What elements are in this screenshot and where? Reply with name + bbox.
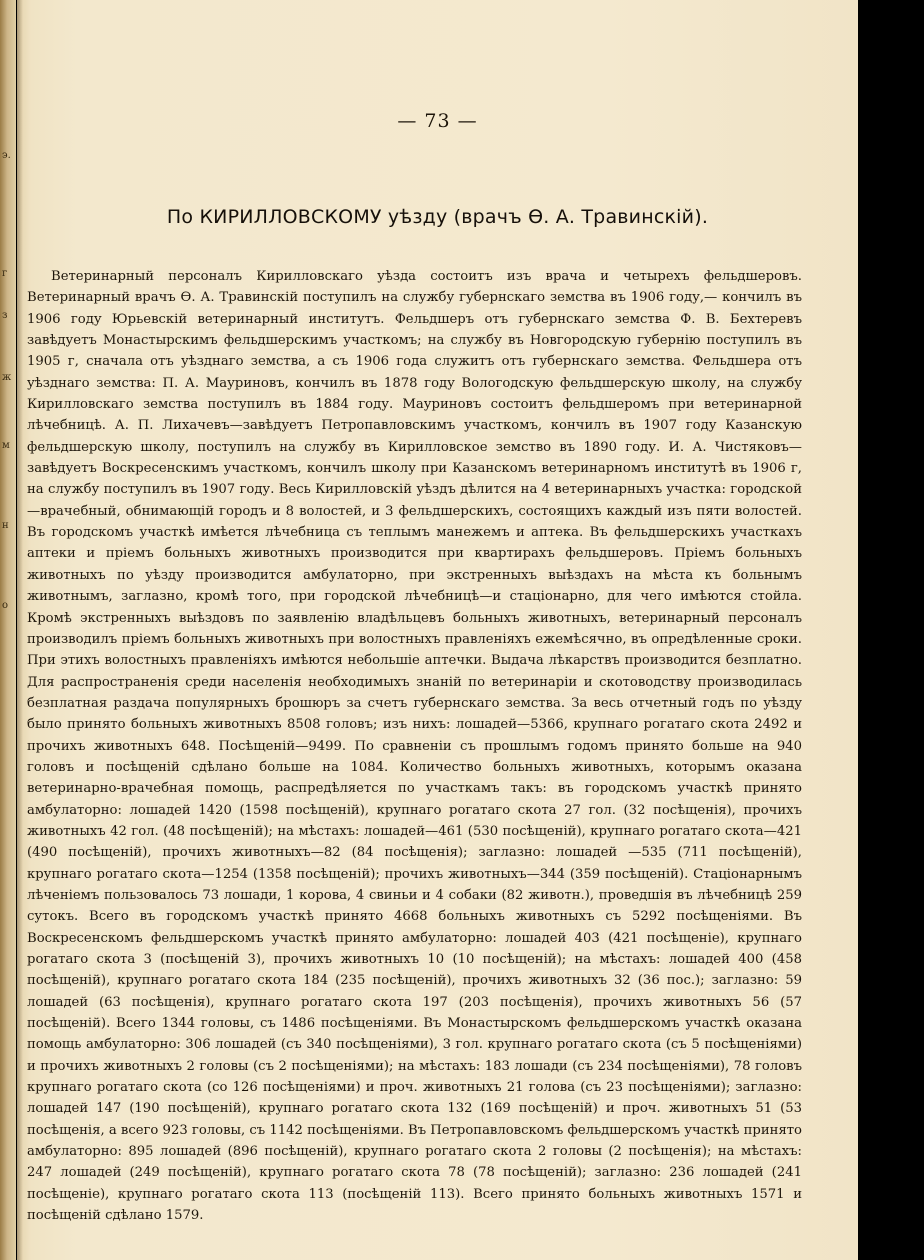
- section-heading: По КИРИЛЛОВСКОМУ уѣзду (врачъ Ѳ. А. Травинскій).: [166, 206, 709, 228]
- prev-page-fragment: г: [2, 268, 8, 279]
- previous-page-edge: [0, 0, 16, 1260]
- prev-page-fragment: ж: [2, 372, 12, 383]
- prev-page-fragment: н: [2, 520, 9, 531]
- prev-page-fragment: м: [2, 440, 10, 451]
- body-paragraph: Ветеринарный персоналъ Кирилловскаго уѣзда состоитъ изъ врача и четырехъ фельдшеровъ. Ветеринарный врачъ Ѳ. А. Травинскій поступилъ на службу губернскаго земства въ 1906 году,— кончилъ въ 1906 году Юрьевскій ветеринарный институтъ. Фельдшеръ отъ губернскаго земства Ф. В. Бехтеревъ завѣдуетъ Монастырскимъ фельдшерскимъ участкомъ; на службу въ Новгородскую губернію поступилъ въ 1905 г, сначала отъ уѣзднаго земства, а съ 1906 года служитъ отъ губернскаго земства. Фельдшера отъ уѣзднаго земства: П. А. Мауриновъ, кончилъ въ 1878 году Вологодскую фельдшерскую школу, на службу Кирилловскаго земства поступилъ въ 1884 году. Мауриновъ состоитъ фельдшеромъ при ветеринарной лѣчебницѣ. А. П. Лихачевъ—завѣдуетъ Петропавловскимъ участкомъ, кончилъ въ 1907 году Казанскую фельдшерскую школу, поступилъ на службу въ Кирилловское земство въ 1890 году. И. А. Чистяковъ—завѣдуетъ Воскресенскимъ участкомъ, кончилъ школу при Казанскомъ ветеринарномъ институтѣ въ 1906 г, на службу поступилъ въ 1907 году. Весь Кирилловскій уѣздъ дѣлится на 4 ветеринарныхъ участка: городской—врачебный, обнимающій городъ и 8 волостей, и 3 фельдшерскихъ, состоящихъ каждый изъ пяти волостей. Въ городскомъ участкѣ имѣется лѣчебница съ теплымъ манежемъ и аптека. Въ фельдшерскихъ участкахъ аптеки и пріемъ больныхъ животныхъ производится при квартирахъ фельдшеровъ. Пріемъ больныхъ животныхъ по уѣзду производится амбулаторно, при экстренныхъ выѣздахъ на мѣста къ больнымъ животнымъ, заглазно, кромѣ того, при городской лѣчебницѣ—и стаціонарно, для чего имѣются стойла. Кромѣ экстренныхъ выѣздовъ по заявленію владѣльцевъ больныхъ животныхъ, ветеринарный персоналъ производилъ пріемъ больныхъ животныхъ при волостныхъ правленіяхъ ежемѣсячно, въ опредѣленные сроки. При этихъ волостныхъ правленіяхъ имѣются небольшіе аптечки. Выдача лѣкарствъ производится безплатно. Для распространенія среди населенія необходимыхъ знаній по ветеринаріи и скотоводству производилась безплатная раздача популярныхъ брошюръ за счетъ губернскаго земства. За весь отчетный годъ по уѣзду было принято больныхъ животныхъ 8508 головъ; изъ нихъ: лошадей—5366, крупнаго рогатаго скота 2492 и прочихъ животныхъ 648. Посѣщеній—9499. По сравненіи съ прошлымъ годомъ принято больше на 940 головъ и посѣщеній сдѣлано больше на 1084. Количество больныхъ животныхъ, которымъ оказана ветеринарно-врачебная помощь, распредѣляется по участкамъ такъ: въ городскомъ участкѣ принято амбулаторно: лошадей 1420 (1598 посѣщеній), крупнаго рогатаго скота 27 гол. (32 посѣщенія), прочихъ животныхъ 42 гол. (48 посѣщеній); на мѣстахъ: лошадей—461 (530 посѣщеній), крупнаго рогатаго скота—421 (490 посѣщеній), прочихъ животныхъ—82 (84 посѣщенія); заглазно: лошадей —535 (711 посѣщеній), крупнаго рогатаго скота—1254 (1358 посѣщеній); прочихъ животныхъ—344 (359 посѣщеній). Стаціонарнымъ лѣченіемъ пользовалось 73 лошади, 1 корова, 4 свиньи и 4 собаки (82 животн.), проведшія въ лѣчебницѣ 259 сутокъ. Всего въ городскомъ участкѣ принято 4668 больныхъ животныхъ съ 5292 посѣщеніями. Въ Воскресенскомъ фельдшерскомъ участкѣ принято амбулаторно: лошадей 403 (421 посѣщеніе), крупнаго рогатаго скота 3 (посѣщеній 3), прочихъ животныхъ 10 (10 посѣщеній); на мѣстахъ: лошадей 400 (458 посѣщеній), крупнаго рогатаго скота 184 (235 посѣщеній), прочихъ животныхъ 32 (36 пос.); заглазно: 59 лошадей (63 посѣщенія), крупнаго рогатаго скота 197 (203 посѣщенія), прочихъ животныхъ 56 (57 посѣщеній). Всего 1344 головы, съ 1486 посѣщеніями. Въ Монастырскомъ фельдшерскомъ участкѣ оказана помощь амбулаторно: 306 лошадей (съ 340 посѣщеніями), 3 гол. крупнаго рогатаго скота (съ 5 посѣщеніями) и прочихъ животныхъ 2 головы (съ 2 посѣщеніями); на мѣстахъ: 183 лошади (съ 234 посѣщеніями), 78 головъ крупнаго рогатаго скота (со 126 посѣщеніями) и проч. животныхъ 21 голова (съ 23 посѣщеніями); заглазно: лошадей 147 (190 посѣщеній), крупнаго рогатаго скота 132 (169 посѣщеній) и проч. животныхъ 51 (53 посѣщенія, а всего 923 головы, съ 1142 посѣщеніями. Въ Петропавловскомъ фельдшерскомъ участкѣ принято амбулаторно: 895 лошадей (896 посѣщеній), крупнаго рогатаго скота 2 головы (2 посѣщенія); на мѣстахъ: 247 лошадей (249 посѣщеній), крупнаго рогатаго скота 78 (78 посѣщеній); заглазно: 236 лошадей (241 посѣщеніе), крупнаго рогатаго скота 113 (посѣщеній 113). Всего принято больныхъ животныхъ 1571 и посѣщеній сдѣлано 1579.: [27, 269, 802, 1224]
- book-page: [17, 0, 858, 1260]
- prev-page-fragment: з: [2, 310, 8, 321]
- page-number: — 73 —: [397, 110, 478, 132]
- page-gutter-shadow: [17, 0, 23, 1260]
- prev-page-fragment: э.: [2, 150, 11, 161]
- prev-page-fragment: о: [2, 600, 9, 611]
